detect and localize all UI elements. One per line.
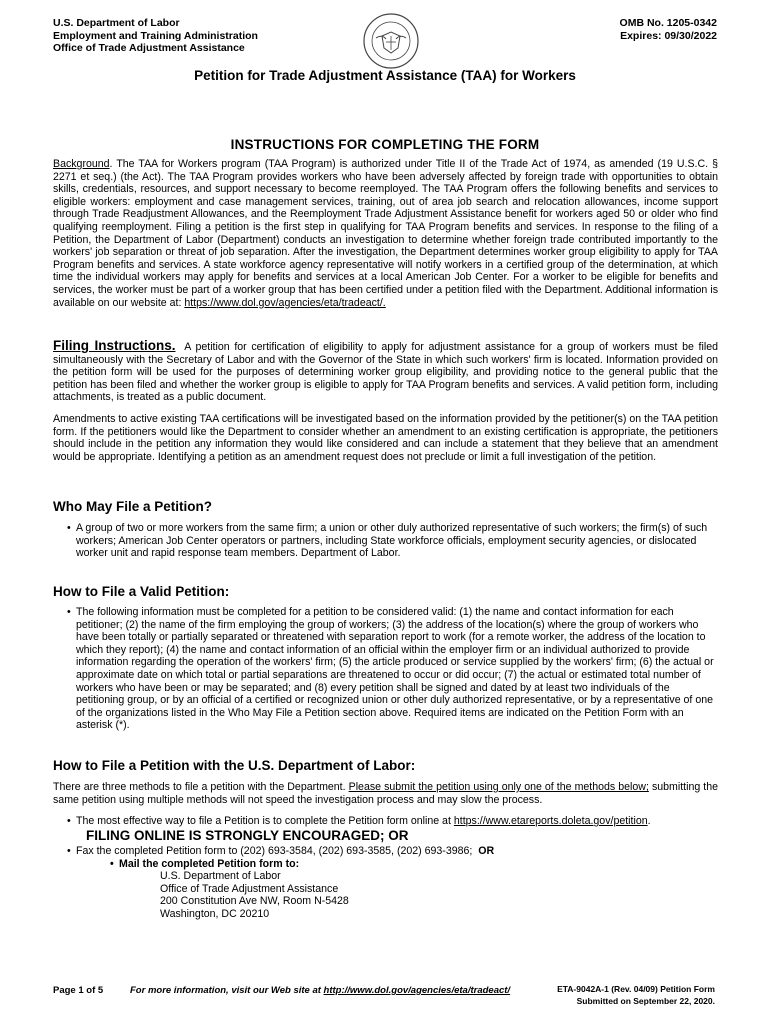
agency-line-1: U.S. Department of Labor xyxy=(53,17,180,29)
mailing-address xyxy=(160,870,349,920)
tradeact-link[interactable]: https://www.dol.gov/agencies/eta/tradeact/. xyxy=(184,296,386,309)
mail-text: Mail the completed Petition form to: xyxy=(119,858,300,870)
omb-number: OMB No. 1205-0342 xyxy=(619,17,717,29)
department-seal-icon xyxy=(362,12,420,70)
omb-info xyxy=(620,17,717,42)
fax-text: Fax the completed Petition form to (202) 693-3584, (202) 693-3585, (202) 693-3986; xyxy=(76,845,473,857)
page-number: Page 1 of 5 xyxy=(53,985,104,996)
online-text: The most effective way to file a Petition is to complete the Petition form online at xyxy=(76,815,451,827)
fax-bullet xyxy=(67,845,718,858)
filing-online-encouraged: FILING ONLINE IS STRONGLY ENCOURAGED; OR xyxy=(86,828,409,843)
petition-online-link[interactable]: https://www.etareports.doleta.gov/petition xyxy=(453,815,648,827)
how-dol-heading: How to File a Petition with the U.S. Department of Labor: xyxy=(53,758,416,773)
form-identifier xyxy=(557,983,715,1007)
bullet-icon: • xyxy=(67,815,71,827)
footer-info-text: For more information, visit our Web site at xyxy=(130,985,321,996)
who-bullet-text: A group of two or more workers from the same firm; a union or other duly authorized representative of such workers; the firm(s) of such workers; American Job Center operators or partners, including State workforce officials, employment security agencies, or dislocated worker unit and rapid response team members. Department of Labor. xyxy=(76,522,708,560)
form-id: ETA-9042A-1 (Rev. 04/09) Petition Form xyxy=(557,984,715,994)
agency-header xyxy=(53,17,258,55)
address-line-1: U.S. Department of Labor xyxy=(160,870,281,882)
how-dol-intro-text: There are three methods to file a petition with the Department. xyxy=(53,781,346,793)
instructions-heading: INSTRUCTIONS FOR COMPLETING THE FORM xyxy=(230,137,540,152)
who-bullet xyxy=(67,522,718,560)
bullet-icon: • xyxy=(67,522,71,534)
address-line-3: 200 Constitution Ave NW, Room N-5428 xyxy=(160,895,349,908)
filing-label: Filing Instructions. xyxy=(53,338,176,353)
background-label: Background xyxy=(53,158,110,170)
how-dol-intro-underlined: Please submit the petition using only one of the methods below; xyxy=(348,781,649,793)
bullet-icon: • xyxy=(67,845,71,857)
who-may-file-heading: Who May File a Petition? xyxy=(53,499,213,514)
omb-expiration: Expires: 09/30/2022 xyxy=(620,29,717,42)
how-dol-intro-text-2: submitting the same petition using multiple methods will not speed the investigation process and may slow the process. xyxy=(53,781,719,806)
bullet-icon: • xyxy=(67,606,71,618)
agency-line-2: Employment and Training Administration xyxy=(53,29,258,42)
filing-text: A petition for certification of eligibility to apply for adjustment assistance for a group of workers must be filed simultaneously with the Secretary of Labor and with the Governor of the State in which such workers' firm is located. Information provided on the petition form will be used for the purposes of determining worker group eligibility, and providing notice to the general public that the petition has been filed and whether the worker group is eligible to apply for TAA Program benefits and services. A valid petition form, including attachments, is treated as a public document. xyxy=(53,341,718,404)
agency-line-3: Office of Trade Adjustment Assistance xyxy=(53,42,245,54)
amendments-paragraph: Amendments to active existing TAA certifications will be investigated based on the information provided by the petitioner(s) on the TAA petition form. If the petitioners would like the Department to consider whether an amendment to an existing certification is appropriate, the petitioners should include in the petition any information they would like considered and can include a statement that they believe that an amendment would be appropriate. Identifying a petition as an amendment request does not preclude or limit a full investigation of the petition. xyxy=(53,413,718,463)
online-bullet xyxy=(67,815,718,828)
how-valid-heading: How to File a Valid Petition: xyxy=(53,584,230,599)
submitted-date: Submitted on September 22, 2020. xyxy=(576,996,715,1006)
background-paragraph xyxy=(53,158,718,309)
bullet-icon: • xyxy=(110,858,114,870)
footer-info xyxy=(130,985,510,996)
mail-bullet xyxy=(110,858,619,871)
how-valid-bullet-text: The following information must be completed for a petition to be considered valid: (1) the name and contact information for each petitioner; (2) the name of the firm employing the group of workers; (3) the address of the location(s) where the group of workers who have been totally or partially separated or threatened with separation report to work (for a remote worker, the address of the location to which they report); (4) the name and contact information of an official within the employer firm or an individual authorized to provide information regarding the operation of the workers' firm; (5) the article produced or service supplied by the workers' firm; (6) the actual or approximate date on which total or partial separations are threatened to occur or did occur; (7) the actual or estimated total number of workers who have been or may be separated; and (8) every petition shall be signed and dated by at least two individuals of the petitioning group, or by an official of a certified or recognized union or other duly authorized representative, or by a representative of one of the organizations listed in the Who May File a Petition section above. Required items are indicated on the Petition Form with an asterisk (*). xyxy=(76,606,714,732)
address-line-4: Washington, DC 20210 xyxy=(160,907,270,920)
how-dol-intro xyxy=(53,781,718,806)
footer-tradeact-link[interactable]: http://www.dol.gov/agencies/eta/tradeact/ xyxy=(323,985,511,996)
online-end: . xyxy=(647,815,651,827)
how-valid-bullet xyxy=(67,606,718,732)
filing-paragraph xyxy=(53,340,718,404)
address-line-2: Office of Trade Adjustment Assistance xyxy=(160,882,339,895)
fax-or: OR xyxy=(478,845,495,857)
background-text: . The TAA for Workers program (TAA Program) is authorized under Title II of the Trade Act of 1974, as amended (19 U.S.C. § 2271 et seq.) (the Act). The TAA Program provides workers who have been adversely affected by foreign trade with opportunities to obtain skills, credentials, resources, and support necessary to become reemployed. The TAA Program offers the following benefits and services to eligible workers: employment and case management services, training, out of area job search and relocation allowances, income support through Trade Readjustment Allowances, and the Reemployment Trade Adjustment Assistance benefit for workers aged 50 or older who find qualifying reemployment. Filing a petition is the first step in qualifying for TAA Program benefits and services. In response to the filing of a Petition, the Department of Labor (Department) conducts an investigation to determine whether foreign trade contributed importantly to the workers' job separation or threat of job separation. After the investigation, the Department determines worker group eligibility to apply for TAA Program benefits and services. A state workforce agency representative will notify workers in a certified group of the determination, at which time the individual workers may apply for benefits and services at a local American Job Center. For a worker to be eligible for benefits and services, the worker must be part of a worker group that has been certified under a petition filed with the Department. Additional information is available on our website at: xyxy=(53,158,718,309)
form-title: Petition for Trade Adjustment Assistance (TAA) for Workers xyxy=(194,68,576,83)
